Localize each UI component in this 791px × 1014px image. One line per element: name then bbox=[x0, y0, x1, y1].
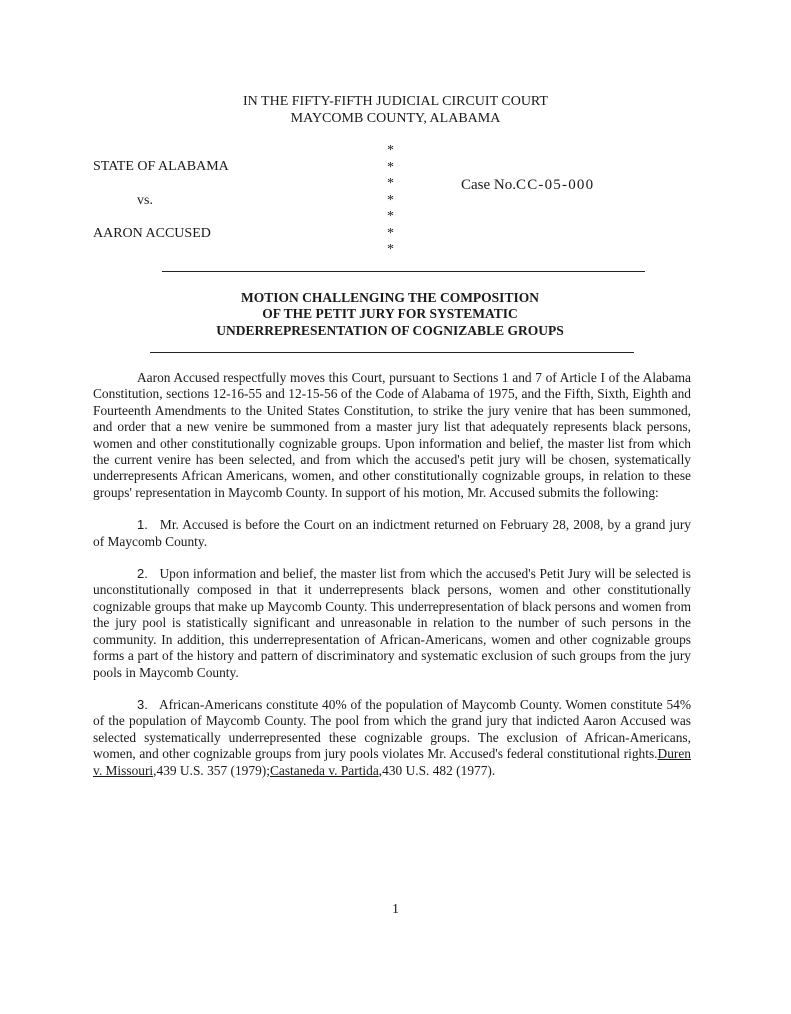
caption-divider bbox=[162, 271, 645, 272]
case-citation-reference: 430 U.S. 482 (1977). bbox=[382, 762, 496, 778]
case-number bbox=[461, 177, 594, 194]
caption-star: * bbox=[387, 242, 394, 257]
case-number-value: CC-05-000 bbox=[516, 177, 595, 193]
caption-star: * bbox=[387, 209, 394, 224]
title-divider bbox=[150, 352, 634, 353]
paragraph-number: 2. bbox=[137, 566, 148, 582]
caption-star: * bbox=[387, 176, 394, 191]
page-number: 1 bbox=[392, 902, 399, 917]
case-citation-reference: 439 U.S. 357 (1979); bbox=[156, 762, 270, 778]
motion-title-line1: MOTION CHALLENGING THE COMPOSITION bbox=[241, 290, 539, 305]
court-county: MAYCOMB COUNTY, ALABAMA bbox=[290, 111, 501, 126]
motion-title-line3: UNDERREPRESENTATION OF COGNIZABLE GROUPS bbox=[216, 323, 564, 338]
case-citation-name: Duren v. Missouri, bbox=[93, 746, 691, 778]
caption-star: * bbox=[387, 143, 394, 158]
plaintiff-name: STATE OF ALABAMA bbox=[93, 159, 229, 174]
case-number-label: Case No. bbox=[461, 177, 516, 193]
case-citation-name: Castaneda v. Partida, bbox=[269, 762, 383, 778]
numbered-paragraph bbox=[93, 697, 691, 779]
motion-title-line2: OF THE PETIT JURY FOR SYSTEMATIC bbox=[262, 306, 518, 321]
numbered-paragraph bbox=[93, 566, 691, 681]
caption-star: * bbox=[387, 226, 394, 241]
numbered-paragraph bbox=[93, 517, 691, 550]
defendant-name: AARON ACCUSED bbox=[93, 226, 211, 241]
paragraph-text: African-Americans constitute 40% of the population of Maycomb County. Women constitute 54% of the population of Maycomb County. The pool from which the grand jury that indicted Aaron Accused was selected systematically underrepresented these cognizable groups. The exclusion of African-Americans, women, and other cognizable groups from jury pools violates Mr. Accused's federal constitutional rights. bbox=[93, 696, 692, 762]
intro-paragraph: Aaron Accused respectfully moves this Court, pursuant to Sections 1 and 7 of Article I of the Alabama Constitution, sections 12-16-55 and 12-15-56 of the Code of Alabama of 1975, and the Fifth, Sixth, Eighth and Fourteenth Amendments to the United States Constitution, to strike the jury venire that has been summoned, and order that a new venire be summoned from a master jury list that adequately represents black persons, women and other constitutionally cognizable groups. Upon information and belief, the master list from which the current venire has been selected, and from which the accused's petit jury will be chosen, systematically underrepresents African Americans, women, and other constitutionally cognizable groups, in relation to these groups' representation in Maycomb County. In support of his motion, Mr. Accused submits the following: bbox=[93, 370, 691, 500]
paragraph-number: 3. bbox=[137, 696, 148, 712]
motion-body bbox=[93, 370, 691, 795]
court-name: IN THE FIFTY-FIFTH JUDICIAL CIRCUIT COURT bbox=[243, 94, 548, 109]
versus-label: vs. bbox=[137, 193, 153, 208]
caption-star: * bbox=[387, 160, 394, 175]
paragraph-text: Mr. Accused is before the Court on an indictment returned on February 28, 2008, by a grand jury of Maycomb County. bbox=[93, 517, 691, 549]
caption-star: * bbox=[387, 193, 394, 208]
paragraph-number: 1. bbox=[137, 517, 148, 533]
paragraph-text: Upon information and belief, the master list from which the accused's Petit Jury will be selected is unconstitutionally composed in that it underrepresents black persons, women and other constitutionally cognizable groups that make up Maycomb County. This underrepresentation of black persons and women from the jury pool is statistically significant and unreasonable in relation to the number of such persons in the community. In addition, this underrepresentation of African-Americans, women and other cognizable groups forms a part of the history and pattern of discriminatory and systematic exclusion of such groups from the jury pools in Maycomb County. bbox=[93, 566, 691, 680]
